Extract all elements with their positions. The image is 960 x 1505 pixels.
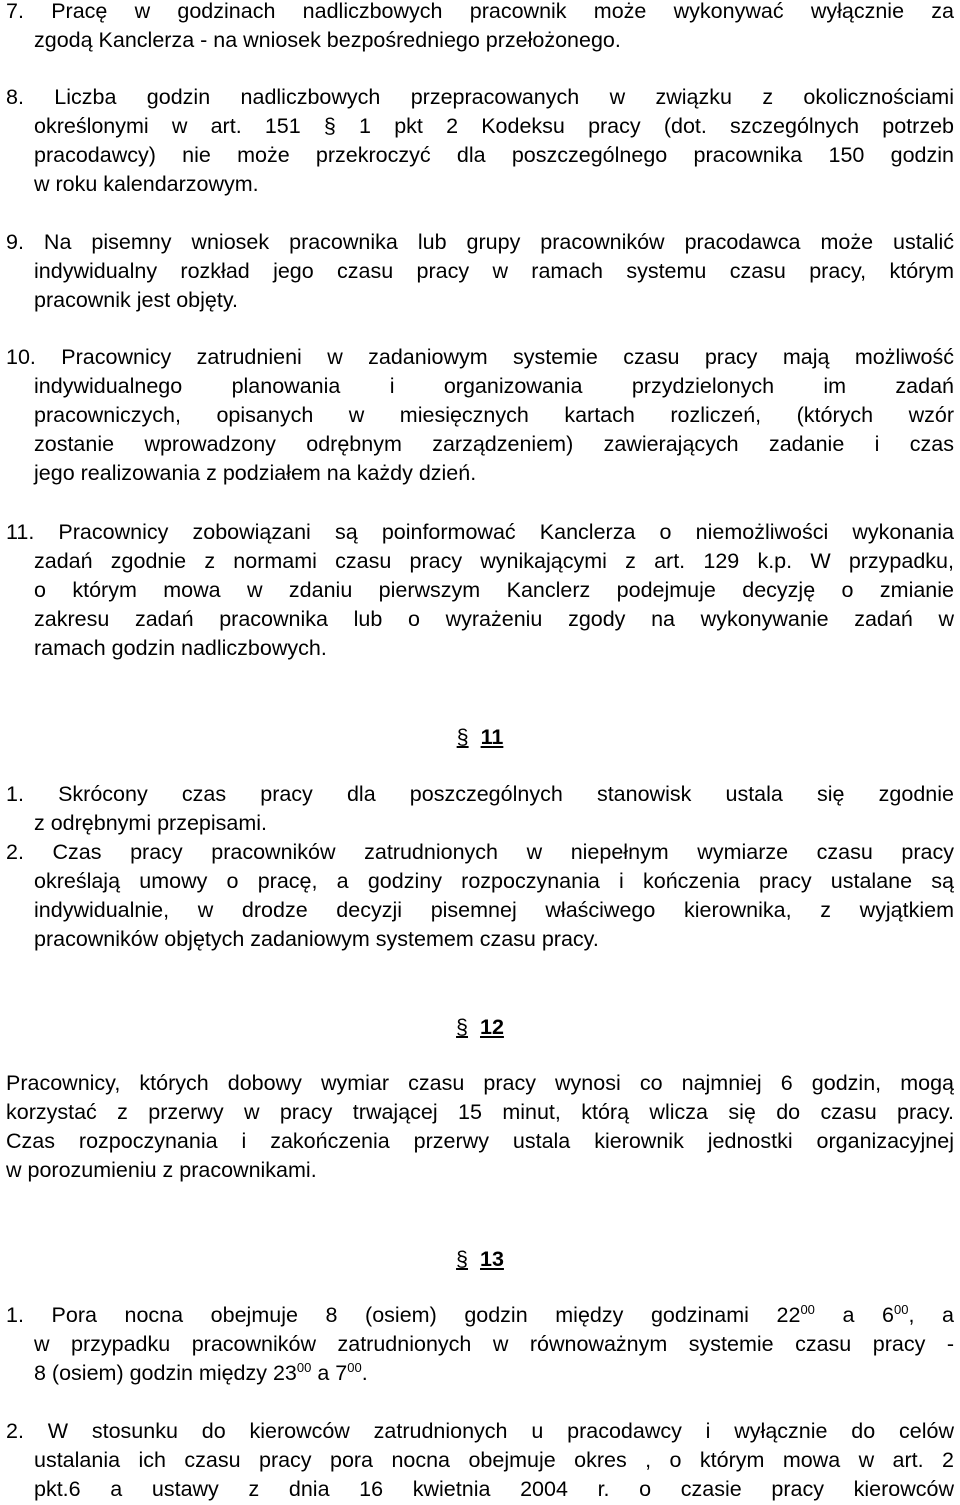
text-run: a 7 (311, 1361, 348, 1385)
paragraph-8-line: pracodawcy) nie może przekroczyć dla poszczególnego pracownika 150 godzin (34, 143, 954, 167)
paragraph-10-line: 10. Pracownicy zatrudnieni w zadaniowym systemie czasu pracy mają możliwość (6, 345, 954, 369)
paragraph-8-line: w roku kalendarzowym. (34, 172, 259, 196)
section-11-point-2-line: pracowników objętych zadaniowym systemem czasu pracy. (34, 927, 599, 951)
paragraph-11-line: o którym mowa w zdaniu pierwszym Kanclerz podejmuje decyzję o zmianie (34, 578, 954, 602)
section-11-heading (0, 722, 960, 752)
text-run: . (361, 1361, 368, 1385)
superscript: 00 (800, 1302, 815, 1317)
section-12-line: Pracownicy, których dobowy wymiar czasu pracy wynosi co najmniej 6 godzin, mogą (6, 1071, 954, 1095)
section-sign: § (456, 1247, 469, 1271)
paragraph-7-line: 7. Pracę w godzinach nadliczbowych pracownik może wykonywać wyłącznie za (6, 0, 954, 23)
section-13-point-1-line: w przypadku pracowników zatrudnionych w równoważnym systemie czasu pracy - (34, 1332, 954, 1356)
section-13-point-2-line: pkt.6 a ustawy z dnia 16 kwietnia 2004 r. o czasie pracy kierowców (34, 1477, 954, 1501)
paragraph-9-line: pracownik jest objęty. (34, 288, 238, 312)
paragraph-8-line: 8. Liczba godzin nadliczbowych przepracowanych w związku z okolicznościami (6, 85, 954, 109)
section-number: 13 (480, 1247, 504, 1271)
paragraph-10-line: pracowniczych, opisanych w miesięcznych kartach rozliczeń, (których wzór (34, 403, 954, 427)
text-run: , a (908, 1303, 955, 1327)
text-run: a 6 (814, 1303, 895, 1327)
section-13-point-2-line: 2. W stosunku do kierowców zatrudnionych u pracodawcy i wyłącznie do celów (6, 1419, 954, 1443)
section-13-point-1-line (6, 1301, 954, 1330)
paragraph-10-line: indywidualnego planowania i organizowania przydzielonych im zadań (34, 374, 954, 398)
section-11-point-2-line: określają umowy o pracę, a godziny rozpoczynania i kończenia pracy ustalane są (34, 869, 954, 893)
section-13-heading (0, 1244, 960, 1274)
section-number: 12 (480, 1015, 504, 1039)
section-11-point-2-line: indywidualnie, w drodze decyzji pisemnej właściwego kierownika, z wyjątkiem (34, 898, 954, 922)
section-sign: § (456, 725, 469, 749)
paragraph-8-line: określonymi w art. 151 § 1 pkt 2 Kodeksu pracy (dot. szczególnych potrzeb (34, 114, 954, 138)
section-13-point-2-line: ustalania ich czasu pracy pora nocna obejmuje okres , o którym mowa w art. 2 (34, 1448, 954, 1472)
superscript: 00 (894, 1302, 909, 1317)
paragraph-11-line: zakresu zadań pracownika lub o wyrażeniu zgody na wykonywanie zadań w (34, 607, 954, 631)
paragraph-9-line: 9. Na pisemny wniosek pracownika lub grupy pracowników pracodawca może ustalić (6, 230, 954, 254)
section-12-line: Czas rozpoczynania i zakończenia przerwy ustala kierownik jednostki organizacyjnej (6, 1129, 954, 1153)
paragraph-11-line: zadań zgodnie z normami czasu pracy wynikającymi z art. 129 k.p. W przypadku, (34, 549, 954, 573)
paragraph-10-line: jego realizowania z podziałem na każdy dzień. (34, 461, 477, 485)
section-sign: § (456, 1015, 469, 1039)
section-12-line: w porozumieniu z pracownikami. (6, 1158, 317, 1182)
paragraph-11-line: 11. Pracownicy zobowiązani są poinformować Kanclerza o niemożliwości wykonania (6, 520, 954, 544)
paragraph-9-line: indywidualny rozkład jego czasu pracy w ramach systemu czasu pracy, którym (34, 259, 954, 283)
section-11-point-2-line: 2. Czas pracy pracowników zatrudnionych w niepełnym wymiarze czasu pracy (6, 840, 954, 864)
section-11-point-1-line: z odrębnymi przepisami. (34, 811, 268, 835)
section-12-line: korzystać z przerwy w pracy trwającej 15 minut, którą wlicza się do czasu pracy. (6, 1100, 954, 1124)
section-11-point-1-line: 1. Skrócony czas pracy dla poszczególnych stanowisk ustala się zgodnie (6, 782, 954, 806)
text-run: 1. Pora nocna obejmuje 8 (osiem) godzin między godzinami 22 (6, 1303, 801, 1327)
paragraph-11-line: ramach godzin nadliczbowych. (34, 636, 327, 660)
section-number: 11 (480, 725, 504, 749)
superscript: 00 (296, 1360, 312, 1375)
superscript: 00 (347, 1360, 362, 1375)
paragraph-10-line: zostanie wprowadzony odrębnym zarządzeniem) zawierających zadanie i czas (34, 432, 954, 456)
section-12-heading (0, 1012, 960, 1042)
section-13-point-1-line (34, 1359, 954, 1388)
text-run: 8 (osiem) godzin między 23 (34, 1361, 297, 1385)
paragraph-7-line: zgodą Kanclerza - na wniosek bezpośredniego przełożonego. (34, 28, 621, 52)
